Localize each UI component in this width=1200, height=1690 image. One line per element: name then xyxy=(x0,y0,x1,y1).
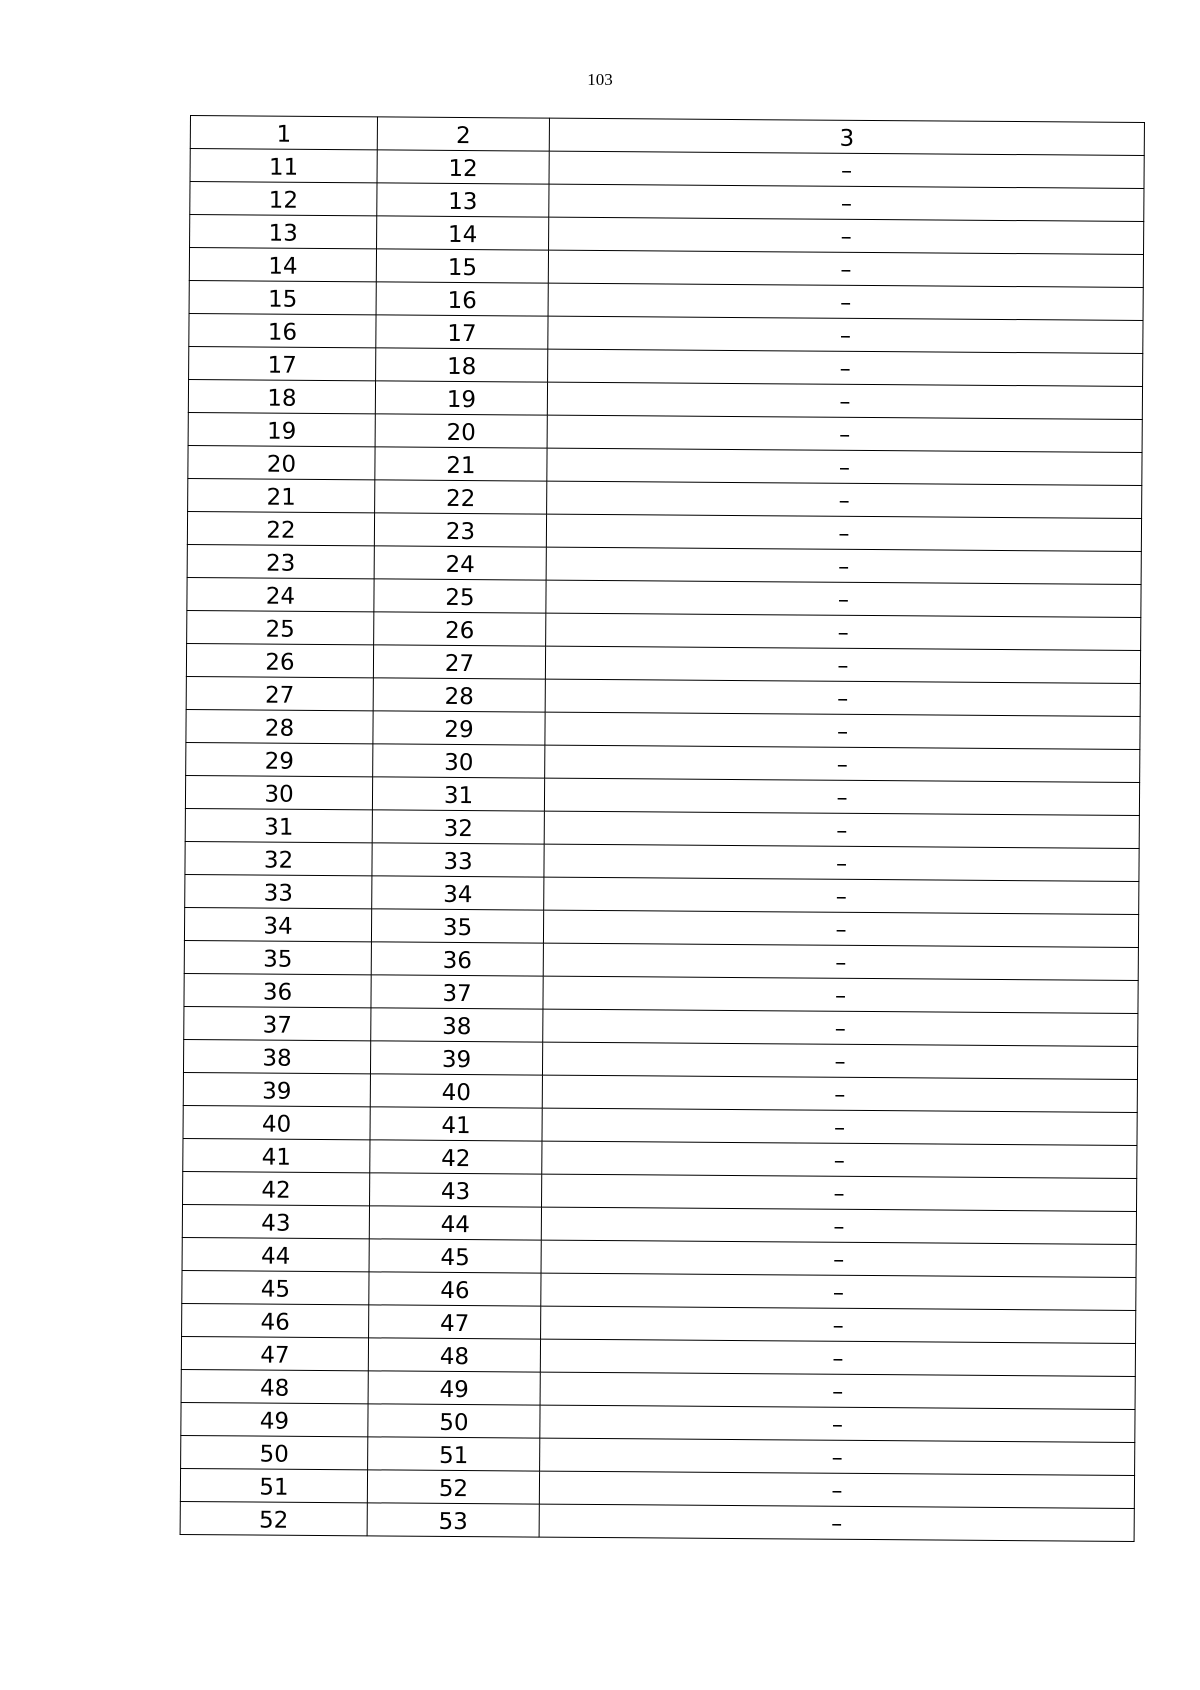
table-cell-col-2: 19 xyxy=(375,381,547,415)
table-cell-col-1: 20 xyxy=(188,445,375,479)
table-cell-col-2: 33 xyxy=(372,843,544,877)
table-cell-col-3: – xyxy=(540,1438,1135,1475)
table-cell-col-3: – xyxy=(546,514,1141,551)
table-cell-col-3: – xyxy=(543,943,1138,980)
table-cell-col-1: 48 xyxy=(181,1369,368,1403)
table-cell-col-3: – xyxy=(539,1504,1134,1541)
table-cell-col-3: – xyxy=(549,217,1144,254)
table-cell-col-2: 40 xyxy=(370,1074,542,1108)
table-cell-col-2: 31 xyxy=(372,777,544,811)
table-cell-col-2: 51 xyxy=(368,1437,540,1471)
table-cell-col-1: 42 xyxy=(183,1171,370,1205)
table-cell-col-3: – xyxy=(548,283,1143,320)
table-cell-col-3: – xyxy=(545,745,1140,782)
table-cell-col-1: 35 xyxy=(184,940,371,974)
table-cell-col-3: – xyxy=(547,448,1142,485)
table-cell-col-2: 22 xyxy=(375,480,547,514)
table-cell-col-1: 26 xyxy=(186,643,373,677)
table-cell-col-1: 16 xyxy=(189,313,376,347)
table-cell-col-1: 18 xyxy=(188,379,375,413)
table-cell-col-1: 25 xyxy=(187,610,374,644)
table-cell-col-2: 28 xyxy=(373,678,545,712)
table-cell-col-3: – xyxy=(543,1009,1138,1046)
table-cell-col-3: – xyxy=(544,778,1139,815)
table-cell-col-1: 30 xyxy=(185,775,372,809)
table-cell-col-2: 37 xyxy=(371,975,543,1009)
table-cell-col-1: 21 xyxy=(188,478,375,512)
table-cell-col-2: 25 xyxy=(374,579,546,613)
table-cell-col-2: 16 xyxy=(376,282,548,316)
table-cell-col-1: 44 xyxy=(182,1237,369,1271)
table-cell-col-3: – xyxy=(540,1372,1135,1409)
header-cell-col-3: 3 xyxy=(549,118,1144,155)
table-cell-col-2: 36 xyxy=(371,942,543,976)
table-cell-col-1: 14 xyxy=(189,248,376,282)
table-cell-col-1: 31 xyxy=(185,808,372,842)
table-cell-col-2: 12 xyxy=(377,150,549,184)
table-cell-col-2: 27 xyxy=(373,645,545,679)
table-cell-col-2: 32 xyxy=(372,810,544,844)
header-cell-col-2: 2 xyxy=(377,117,549,151)
table-cell-col-3: – xyxy=(543,910,1138,947)
table-cell-col-1: 37 xyxy=(184,1006,371,1040)
table-cell-col-3: – xyxy=(546,547,1141,584)
table-cell-col-1: 11 xyxy=(190,149,377,183)
table-cell-col-2: 21 xyxy=(375,447,547,481)
table-cell-col-1: 32 xyxy=(185,841,372,875)
table-cell-col-1: 47 xyxy=(181,1336,368,1370)
table-cell-col-2: 34 xyxy=(372,876,544,910)
table-cell-col-1: 34 xyxy=(184,907,371,941)
table-cell-col-3: – xyxy=(542,1141,1137,1178)
table-cell-col-2: 26 xyxy=(374,612,546,646)
table-cell-col-2: 52 xyxy=(367,1470,539,1504)
table-cell-col-2: 39 xyxy=(370,1041,542,1075)
table-cell-col-3: – xyxy=(539,1471,1134,1508)
table-cell-col-3: – xyxy=(547,415,1142,452)
table-cell-col-3: – xyxy=(541,1207,1136,1244)
table-cell-col-2: 23 xyxy=(374,513,546,547)
table-cell-col-2: 15 xyxy=(376,249,548,283)
table-cell-col-3: – xyxy=(545,679,1140,716)
table-body xyxy=(180,116,1144,1542)
table-cell-col-1: 41 xyxy=(183,1138,370,1172)
table-cell-col-1: 28 xyxy=(186,709,373,743)
table-cell-col-3: – xyxy=(547,382,1142,419)
table-cell-col-1: 45 xyxy=(182,1270,369,1304)
table-cell-col-1: 17 xyxy=(189,346,376,380)
table-cell-col-2: 35 xyxy=(371,909,543,943)
table-cell-col-2: 14 xyxy=(377,216,549,250)
table-cell-col-1: 22 xyxy=(187,511,374,545)
table-cell-col-3: – xyxy=(540,1405,1135,1442)
table-cell-col-3: – xyxy=(544,844,1139,881)
table-cell-col-3: – xyxy=(541,1273,1136,1310)
table-cell-col-1: 33 xyxy=(185,874,372,908)
table-cell-col-3: – xyxy=(544,811,1139,848)
table-cell-col-1: 38 xyxy=(183,1039,370,1073)
table-cell-col-2: 47 xyxy=(369,1305,541,1339)
table-cell-col-3: – xyxy=(547,481,1142,518)
table-cell-col-2: 45 xyxy=(369,1239,541,1273)
table-cell-col-1: 23 xyxy=(187,544,374,578)
table-cell-col-1: 36 xyxy=(184,973,371,1007)
table-cell-col-3: – xyxy=(541,1306,1136,1343)
table-cell-col-3: – xyxy=(546,580,1141,617)
table-cell-col-2: 17 xyxy=(376,315,548,349)
table-cell-col-1: 40 xyxy=(183,1105,370,1139)
table-cell-col-3: – xyxy=(542,1075,1137,1112)
table-cell-col-1: 15 xyxy=(189,280,376,314)
table-cell-col-2: 53 xyxy=(367,1503,539,1537)
table-cell-col-1: 24 xyxy=(187,577,374,611)
table-cell-col-1: 29 xyxy=(186,742,373,776)
table-cell-col-2: 29 xyxy=(373,711,545,745)
table-cell-col-1: 12 xyxy=(190,182,377,216)
table-cell-col-3: – xyxy=(544,877,1139,914)
table-cell-col-3: – xyxy=(542,1042,1137,1079)
table-cell-col-3: – xyxy=(542,1174,1137,1211)
table-cell-col-3: – xyxy=(548,316,1143,353)
table-cell-col-2: 20 xyxy=(375,414,547,448)
table-cell-col-2: 42 xyxy=(370,1140,542,1174)
table-cell-col-1: 19 xyxy=(188,412,375,446)
table-cell-col-2: 24 xyxy=(374,546,546,580)
table-container xyxy=(180,115,1144,1542)
table-cell-col-3: – xyxy=(543,976,1138,1013)
table-cell-col-2: 43 xyxy=(370,1173,542,1207)
table-cell-col-2: 44 xyxy=(369,1206,541,1240)
table-cell-col-1: 49 xyxy=(181,1402,368,1436)
table-row xyxy=(180,1501,1134,1541)
table-cell-col-2: 13 xyxy=(377,183,549,217)
table-cell-col-3: – xyxy=(548,250,1143,287)
table-cell-col-1: 52 xyxy=(180,1501,367,1535)
table-cell-col-1: 43 xyxy=(182,1204,369,1238)
table-cell-col-1: 51 xyxy=(180,1468,367,1502)
header-cell-col-1: 1 xyxy=(190,116,377,150)
table-cell-col-3: – xyxy=(545,646,1140,683)
table-cell-col-2: 46 xyxy=(369,1272,541,1306)
table-cell-col-1: 27 xyxy=(186,676,373,710)
table-cell-col-3: – xyxy=(549,184,1144,221)
table-cell-col-1: 50 xyxy=(181,1435,368,1469)
table-cell-col-2: 49 xyxy=(368,1371,540,1405)
page-number: 103 xyxy=(587,70,613,89)
table-cell-col-3: – xyxy=(541,1240,1136,1277)
table-cell-col-1: 39 xyxy=(183,1072,370,1106)
table-cell-col-2: 48 xyxy=(368,1338,540,1372)
table-cell-col-2: 18 xyxy=(376,348,548,382)
table-cell-col-2: 30 xyxy=(373,744,545,778)
data-table xyxy=(180,115,1145,1542)
table-cell-col-3: – xyxy=(548,349,1143,386)
table-cell-col-3: – xyxy=(549,151,1144,188)
table-cell-col-1: 13 xyxy=(190,215,377,249)
table-cell-col-3: – xyxy=(540,1339,1135,1376)
table-cell-col-3: – xyxy=(546,613,1141,650)
table-cell-col-2: 38 xyxy=(371,1008,543,1042)
table-cell-col-3: – xyxy=(542,1108,1137,1145)
table-cell-col-2: 50 xyxy=(368,1404,540,1438)
table-cell-col-1: 46 xyxy=(182,1303,369,1337)
table-cell-col-3: – xyxy=(545,712,1140,749)
table-cell-col-2: 41 xyxy=(370,1107,542,1141)
